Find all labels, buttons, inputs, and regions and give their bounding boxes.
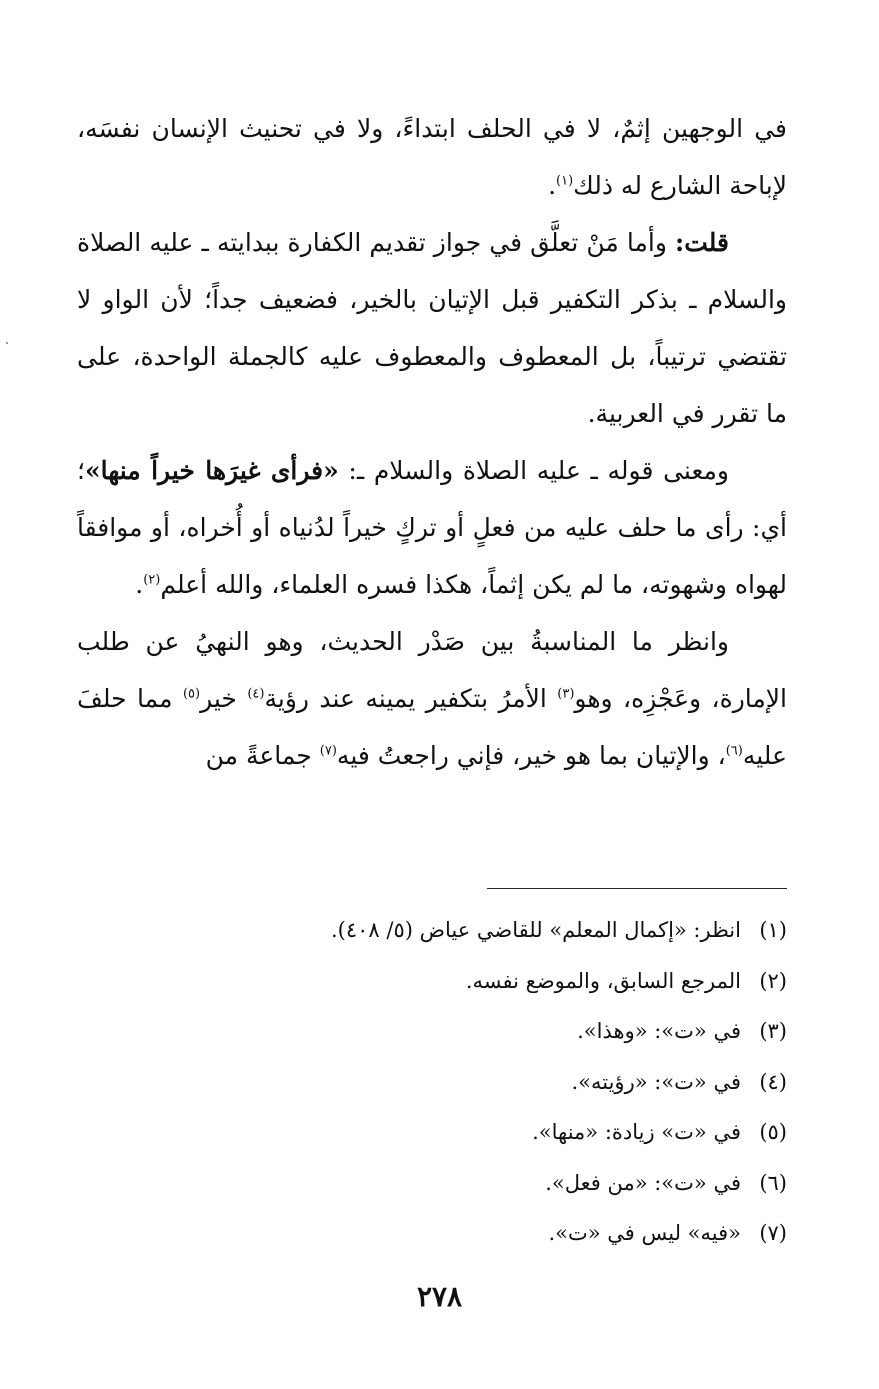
footnote-item (77, 1107, 787, 1158)
footnotes-list (77, 905, 787, 1259)
paragraph-4-part-e: ، والإتيان بما هو خير، فإني راجعتُ فيه (336, 741, 726, 770)
paragraph-4-part-a: وانظر ما المناسبةُ بين صَدْر الحديث، وهو النهيُ عن طلب الإمارة، وعَجْزِه، وهو (77, 627, 787, 713)
footnote-text: في «ت»: «من فعل». (545, 1170, 741, 1195)
footnote-ref-1: (١) (556, 173, 574, 189)
footnote-number: (٧) (759, 1221, 787, 1245)
paragraph-4-part-c: خير (200, 684, 248, 713)
footnote-ref-6: (٦) (725, 743, 743, 759)
footnote-item (77, 956, 787, 1007)
footnote-item (77, 1006, 787, 1057)
footnote-number: (٢) (759, 968, 787, 993)
footnote-item (77, 905, 787, 956)
footnote-text: «فيه» ليس في «ت». (548, 1221, 741, 1245)
footnote-text: المرجع السابق، والموضع نفسه. (465, 968, 741, 993)
paragraph-1-end: . (548, 171, 557, 200)
paragraph-2-lead: قلت: (674, 228, 729, 257)
footnote-text: انظر: «إكمال المعلم» للقاضي عياض (٥/ ٤٠٨). (330, 918, 741, 942)
footnote-item (77, 1208, 787, 1259)
footnote-item (77, 1057, 787, 1108)
paragraph-1-text: في الوجهين إثمٌ، لا في الحلف ابتداءً، ولا في تحنيث الإنسان نفسَه، لإباحة الشارع له ذلك (77, 114, 787, 200)
paragraph-3-text: ؛ أي: رأى ما حلف عليه من فعلٍ أو تركٍ خيراً لدُنياه أو أُخراه، أو موافقاً لهواه وشهوته، ما لم يكن إثماً، هكذا فسره العلماء، والله أعلم (77, 456, 787, 599)
hadith-quote: «فرأى غيرَها خيراً منها» (84, 456, 339, 485)
main-text (77, 100, 787, 784)
footnote-item (77, 1158, 787, 1209)
paragraph-4-part-f: جماعةً من (205, 741, 320, 770)
paragraph-3-end: . (135, 570, 144, 599)
footnote-number: (١) (759, 918, 787, 942)
footnote-ref-2: (٢) (143, 572, 161, 588)
footnote-separator (487, 888, 787, 889)
scan-speck (6, 342, 8, 344)
page-number: ٢٧٨ (416, 1280, 463, 1313)
footnote-text: في «ت» زيادة: «منها». (532, 1120, 741, 1144)
paragraph-2-text: وأما مَنْ تعلَّق في جواز تقديم الكفارة ببدايته ـ عليه الصلاة والسلام ـ بذكر التكفير قبل الإتيان بالخير، فضعيف جداً؛ لأن الواو لا تقتضي ترتيباً، بل المعطوف والمعطوف عليه كالجملة الواحدة، على ما تقرر في العربية. (77, 228, 787, 428)
paragraph-4 (77, 613, 787, 784)
footnote-number: (٣) (759, 1019, 787, 1043)
paragraph-3 (77, 442, 787, 613)
paragraph-4-part-b: الأمرُ بتكفير يمينه عند رؤية (264, 684, 558, 713)
footnote-number: (٤) (759, 1069, 787, 1094)
paragraph-4-part-d: مما حلفَ عليه (77, 684, 787, 770)
footnote-ref-7: (٧) (319, 743, 337, 759)
paragraph-1 (77, 100, 787, 214)
footnote-number: (٥) (759, 1120, 787, 1144)
footnote-number: (٦) (759, 1170, 787, 1195)
footnote-ref-4: (٤) (247, 686, 265, 702)
footnote-ref-5: (٥) (182, 686, 201, 702)
footnote-text: في «ت»: «رؤيته». (571, 1069, 741, 1094)
footnote-ref-3: (٣) (557, 686, 575, 702)
footnote-text: في «ت»: «وهذا». (577, 1019, 741, 1043)
paragraph-3-start: ومعنى قوله ـ عليه الصلاة والسلام ـ: (338, 456, 729, 485)
paragraph-2 (77, 214, 787, 442)
